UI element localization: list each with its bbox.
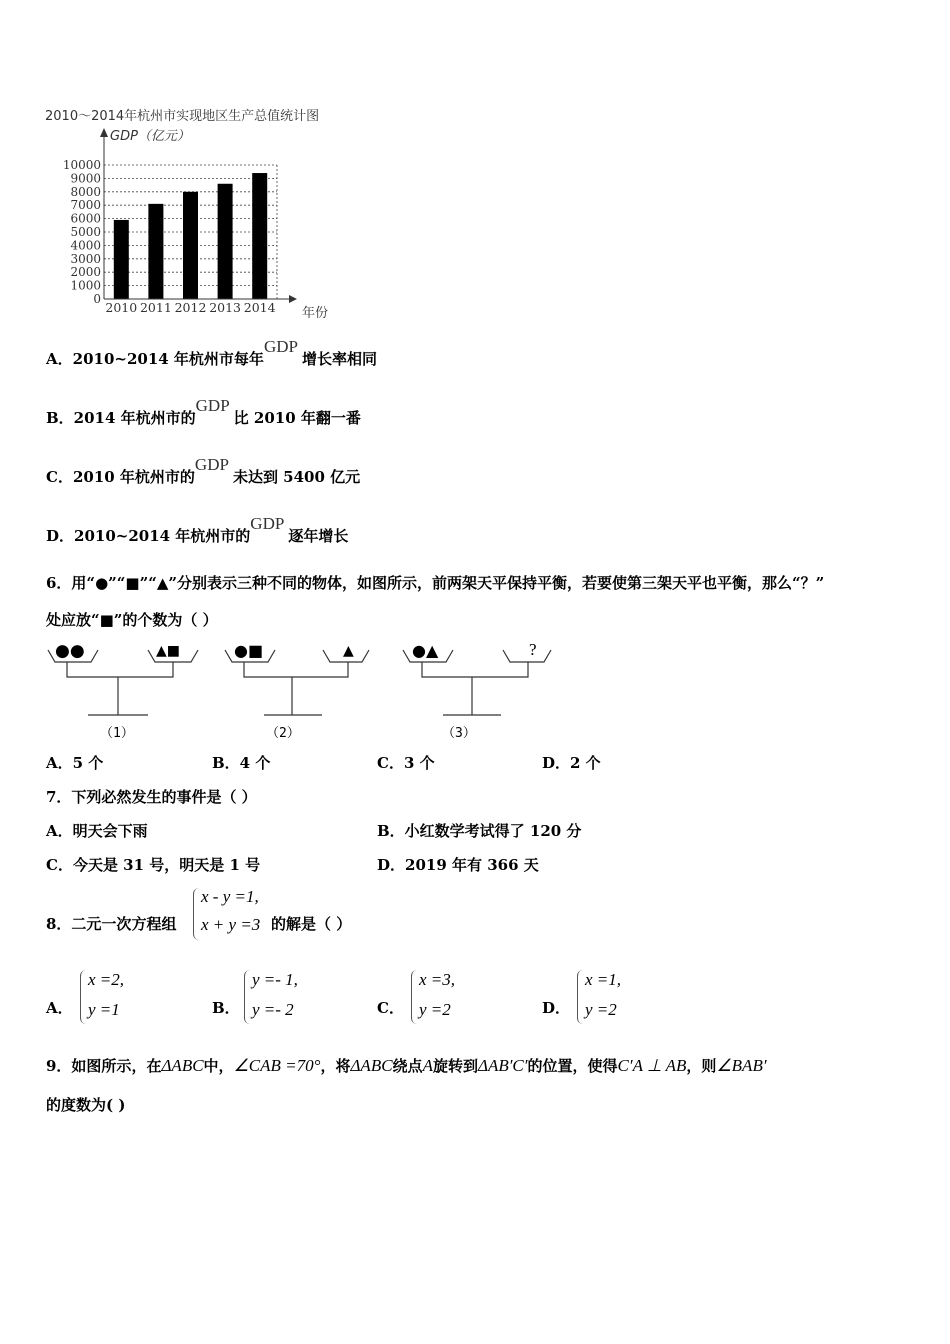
left-pan-items: ●● [55, 641, 85, 661]
q9-text: 绕点 [392, 1057, 423, 1075]
gdp-bar-chart [40, 100, 380, 325]
bar-2012 [183, 192, 198, 299]
scale-caption: （1） [100, 726, 134, 741]
balance-scale-2 [222, 640, 377, 745]
bar-2013 [218, 184, 233, 299]
x-axis-label: 年份 [302, 306, 329, 321]
x-tick-label: 2011 [139, 300, 172, 315]
x-tick-label: 2013 [209, 300, 242, 315]
y-tick-label: 10000 [62, 158, 101, 172]
q8-suffix: 的解是（ ） [271, 915, 352, 933]
option-text: B．2014 年杭州市的 [46, 409, 196, 427]
gdp-term: GDP [250, 514, 285, 533]
y-axis-arrow [100, 128, 108, 137]
q9-text: 9．如图所示，在 [46, 1057, 162, 1075]
q8-eq1: x - y =1, [201, 887, 259, 906]
x-tick-label: 2012 [174, 300, 207, 315]
q9-math: ΔABC [350, 1056, 393, 1075]
q8-option-b-label: B． [212, 999, 240, 1017]
y-tick-label: 0 [93, 292, 101, 306]
option-text: C．2010 年杭州市的 [46, 468, 195, 486]
q6-option-a: A．5 个 [46, 754, 104, 772]
y-tick-label: 8000 [70, 184, 101, 199]
scale-caption: （3） [442, 726, 476, 741]
q9-text: 旋转到 [432, 1057, 478, 1075]
right-pan-items: ▲■ [156, 643, 180, 659]
y-tick-label: 9000 [70, 171, 101, 186]
q6-option-d: D．2 个 [542, 754, 601, 772]
option-brace [80, 970, 87, 1024]
x-tick-label: 2010 [105, 300, 138, 315]
q6-stem-line2: 处应放“■”的个数为（ ） [46, 611, 218, 629]
balance-scale-1 [45, 640, 200, 745]
bar-2014 [252, 173, 267, 299]
q7-option-d: D．2019 年有 366 天 [377, 856, 539, 874]
y-tick-label: 4000 [70, 238, 101, 253]
q9-math: C′A ⊥ AB [617, 1056, 687, 1075]
y-tick-label: 3000 [70, 251, 101, 266]
option-tail: 逐年增长 [288, 527, 349, 545]
bar-2011 [148, 204, 163, 299]
gdp-term: GDP [195, 396, 230, 415]
scale-caption: （2） [266, 726, 300, 741]
q9-math: ∠BAB′ [716, 1056, 767, 1075]
q7-option-a: A．明天会下雨 [46, 822, 148, 840]
q7-stem: 7．下列必然发生的事件是（ ） [46, 788, 257, 806]
q9-text: ，将 [320, 1057, 351, 1075]
y-axis-label: GDP（亿元） [110, 129, 190, 144]
option-tail: 未达到 5400 亿元 [232, 468, 361, 486]
left-pan-items: ●■ [234, 641, 264, 660]
q8-option-c-label: C． [377, 999, 404, 1017]
q9-text: 中， [203, 1057, 234, 1075]
right-pan-items: ▲ [343, 643, 354, 659]
q5-option-d [46, 514, 349, 546]
y-tick-label: 6000 [70, 211, 101, 226]
y-tick-label: 1000 [70, 278, 101, 293]
option-eq1: x =3, [419, 970, 456, 989]
option-eq1: x =2, [88, 970, 125, 989]
gdp-term: GDP [194, 455, 229, 474]
left-pan-items: ●▲ [412, 641, 439, 660]
option-tail: 增长率相同 [301, 350, 377, 368]
option-eq2: y =- 2 [252, 1000, 294, 1019]
q8-brace [193, 888, 200, 940]
option-text: D．2010~2014 年杭州市的 [46, 527, 251, 545]
q9-math: A [422, 1056, 433, 1075]
gdp-term: GDP [263, 337, 298, 356]
q9-stem-line1 [46, 1055, 767, 1076]
q8-prefix: 8．二元一次方程组 [46, 915, 177, 933]
option-text: A．2010~2014 年杭州市每年 [46, 350, 264, 368]
chart-plot [40, 100, 380, 325]
option-eq2: y =1 [88, 1000, 120, 1019]
q9-math: ΔAB′C′ [477, 1056, 528, 1075]
q6-stem-line1: 6．用“●”“■”“▲”分别表示三种不同的物体，如图所示，前两架天平保持平衡，若要使第三架天平也平衡，那么“？” [46, 574, 825, 592]
q5-option-c [46, 455, 361, 487]
q8-eq2: x + y =3 [201, 915, 261, 934]
option-eq2: y =2 [585, 1000, 617, 1019]
x-tick-label: 2014 [243, 300, 276, 315]
q9-stem-line2: 的度数为( ) [46, 1096, 126, 1114]
y-tick-label: 7000 [70, 198, 101, 213]
option-eq1: y =- 1, [252, 970, 298, 989]
q9-math: ΔABC [161, 1056, 204, 1075]
chart-title: 2010～2014年杭州市实现地区生产总值统计图 [45, 109, 320, 124]
option-brace [577, 970, 584, 1024]
q8-option-d-label: D． [542, 999, 571, 1017]
q5-option-a [46, 337, 377, 369]
q9-math: ∠CAB =70° [233, 1056, 321, 1075]
balance-scale-3 [400, 640, 560, 745]
y-tick-label: 2000 [70, 265, 101, 280]
q7-option-c: C．今天是 31 号，明天是 1 号 [46, 856, 261, 874]
q6-option-b: B．4 个 [212, 754, 271, 772]
option-tail: 比 2010 年翻一番 [233, 409, 361, 427]
x-axis-arrow [289, 295, 297, 303]
option-eq1: x =1, [585, 970, 622, 989]
q6-option-c: C．3 个 [377, 754, 435, 772]
q8-option-a-label: A． [46, 999, 73, 1017]
q9-text: ，则 [686, 1057, 717, 1075]
bar-2010 [114, 220, 129, 299]
q9-text: 的位置，使得 [527, 1057, 618, 1075]
question-mark: ? [529, 640, 537, 659]
q5-option-b [46, 396, 361, 428]
q7-option-b: B．小红数学考试得了 120 分 [377, 822, 582, 840]
option-brace [244, 970, 251, 1024]
option-brace [411, 970, 418, 1024]
option-eq2: y =2 [419, 1000, 451, 1019]
y-tick-label: 5000 [70, 225, 101, 239]
